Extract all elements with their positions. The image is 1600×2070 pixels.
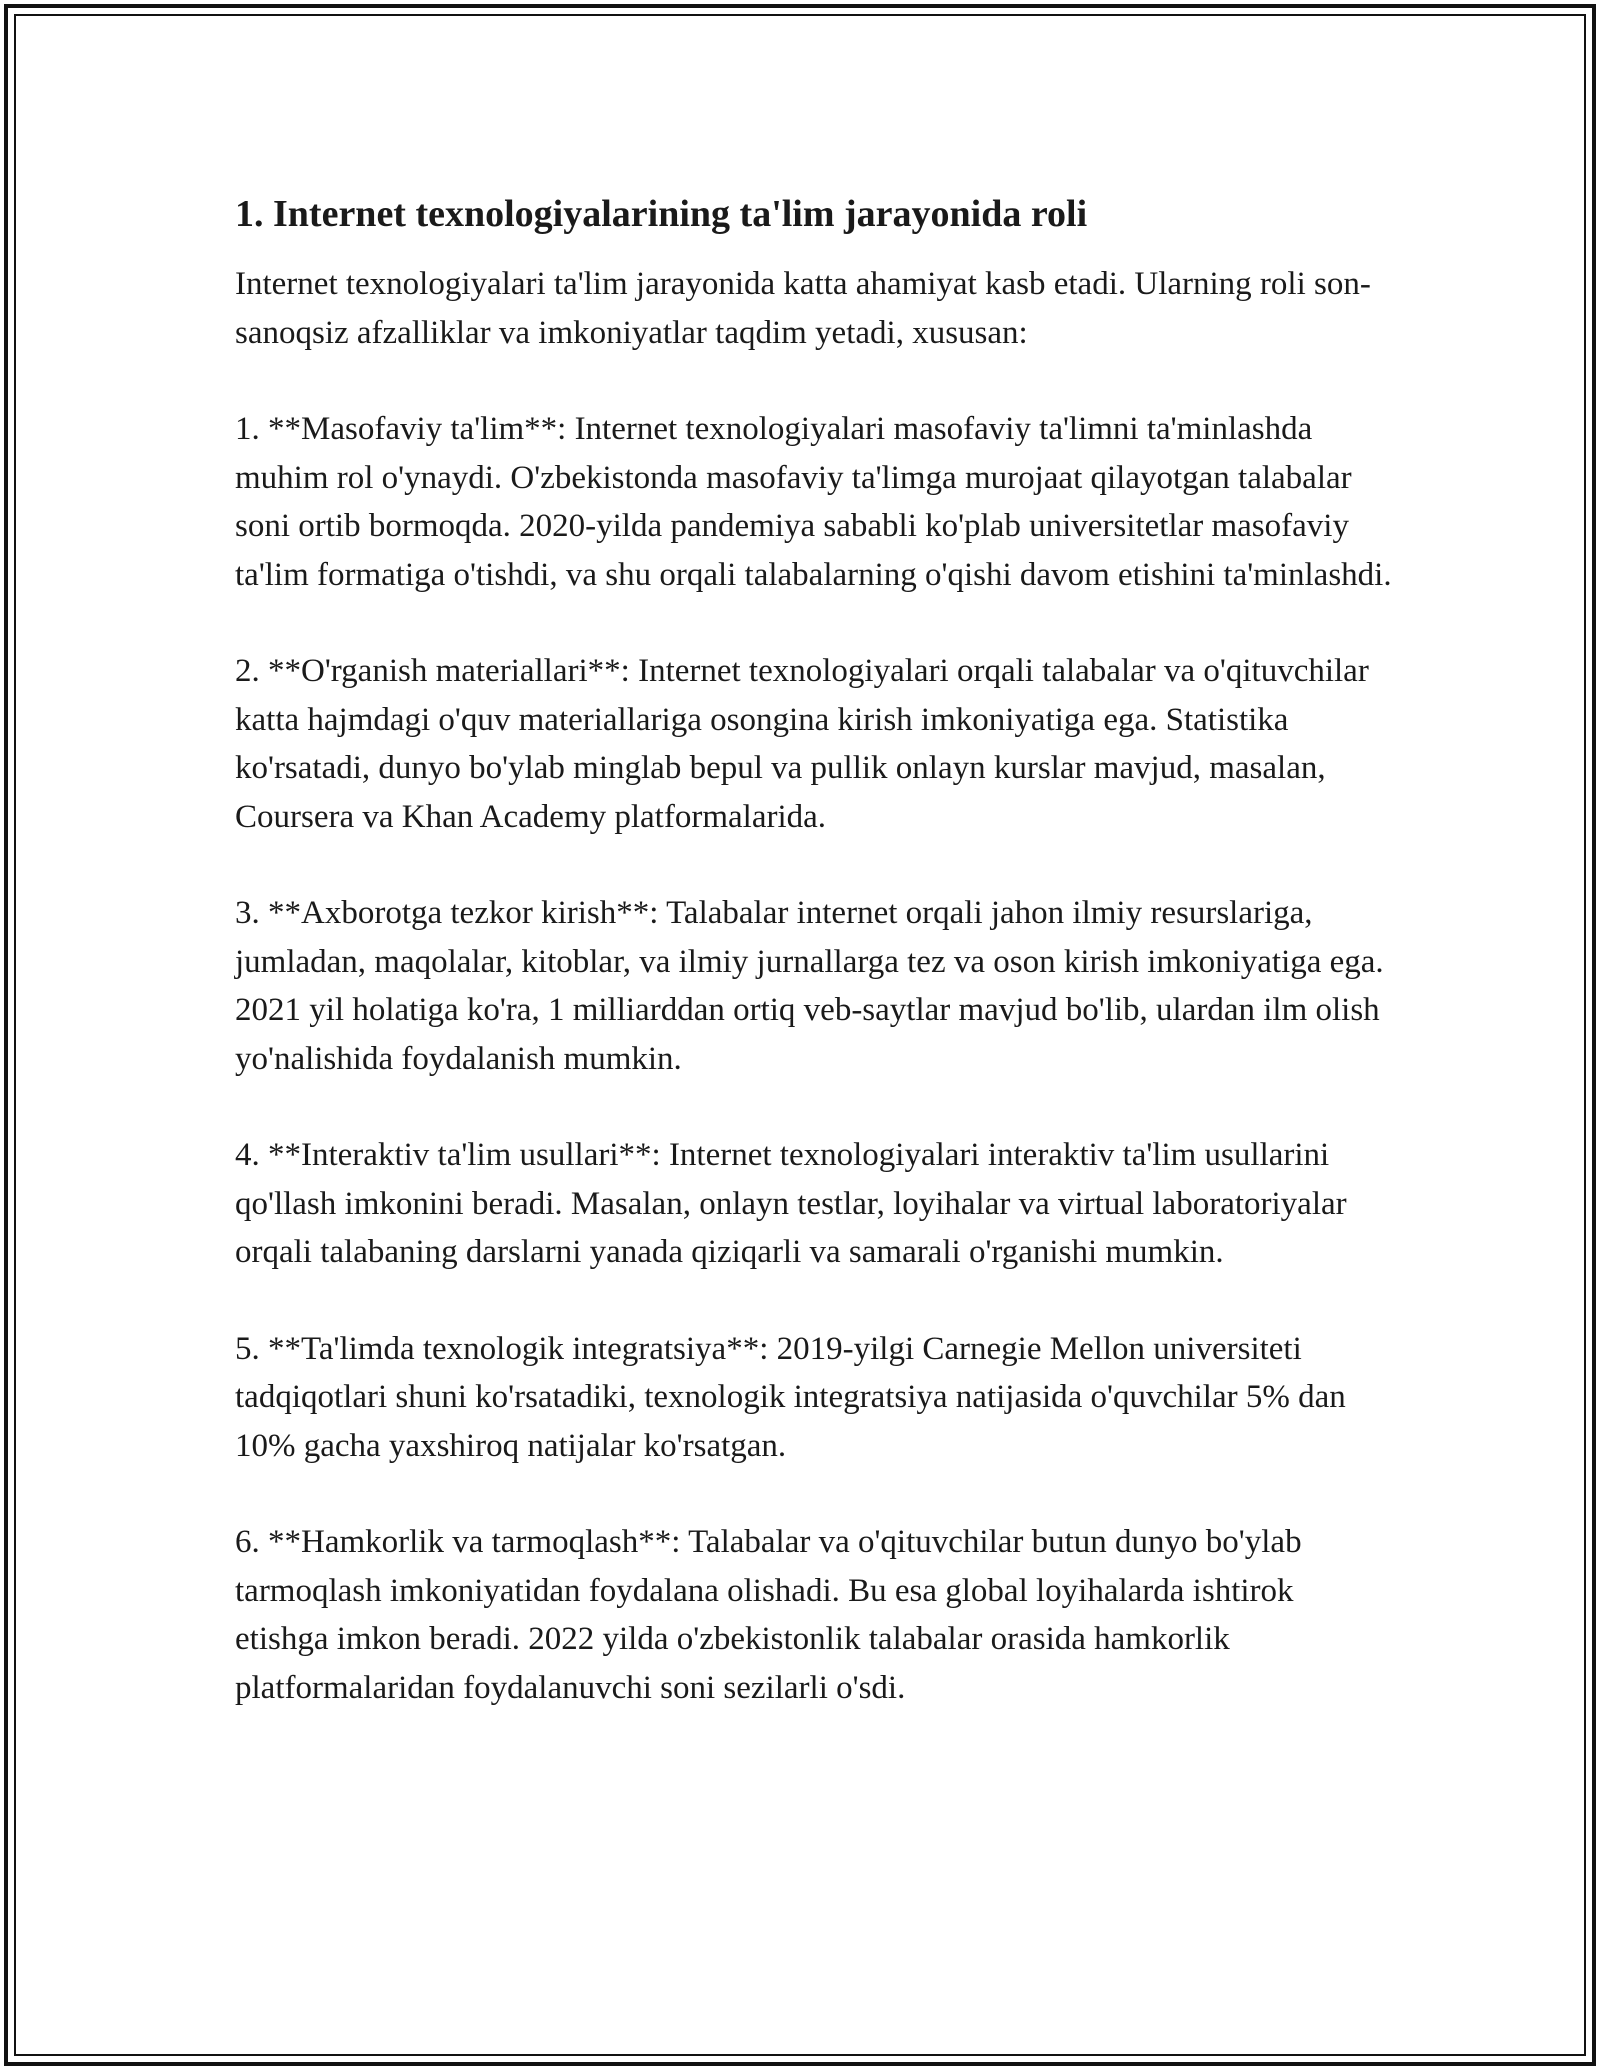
list-item: 5. **Ta'limda texnologik integratsiya**: 2019-yilgi Carnegie Mellon universiteti tadqiqotlari shuni ko'rsatadiki, texnologik integratsiya natijasida o'quvchilar 5% dan 10% gacha yaxshiroq natijalar ko'rsatgan. xyxy=(235,1330,1346,1464)
list-item: 4. **Interaktiv ta'lim usullari**: Internet texnologiyalari interaktiv ta'lim usullarini qo'llash imkonini beradi. Masalan, onlayn testlar, loyihalar va virtual laboratoriyalar orqali talabaning darslarni yanada qiziqarli va samarali o'rganishi mumkin. xyxy=(235,1137,1347,1270)
list-item: 1. **Masofaviy ta'lim**: Internet texnologiyalari masofaviy ta'limni ta'minlashda muhim rol o'ynaydi. O'zbekistonda masofaviy ta'limga murojaat qilayotgan talabalar soni ortib bormoqda. 2020-yilda pandemiya sababli ko'plab universitetlar masofaviy ta'lim formatiga o'tishdi, va shu orqali talabalarning o'qishi davom etishini ta'minlashdi. xyxy=(235,411,1392,593)
list-item: 2. **O'rganish materiallari**: Internet texnologiyalari orqali talabalar va o'qituvchilar katta hajmdagi o'quv materiallariga osongina kirish imkoniyatiga ega. Statistika ko'rsatadi, dunyo bo'ylab minglab bepul va pullik onlayn kurslar mavjud, masalan, Coursera va Khan Academy platformalarida. xyxy=(235,653,1369,835)
list-item: 3. **Axborotga tezkor kirish**: Talabalar internet orqali jahon ilmiy resurslariga, jumladan, maqolalar, kitoblar, va ilmiy jurnallarga tez va oson kirish imkoniyatiga ega. 2021 yil holatiga ko'ra, 1 milliarddan ortiq veb-saytlar mavjud bo'lib, ulardan ilm olish yo'nalishida foydalanish mumkin. xyxy=(235,895,1384,1077)
list-item: 6. **Hamkorlik va tarmoqlash**: Talabalar va o'qituvchilar butun dunyo bo'ylab tarmoqlash imkoniyatidan foydalana olishadi. Bu esa global loyihalarda ishtirok etishga imkon beradi. 2022 yilda o'zbekistonlik talabalar orasida hamkorlik platformalaridan foydalanuvchi soni sezilarli o'sdi. xyxy=(235,1524,1302,1706)
intro-paragraph: Internet texnologiyalari ta'lim jarayonida katta ahamiyat kasb etadi. Ularning roli son-sanoqsiz afzalliklar va imkoniyatlar taqdim yetadi, xususan: xyxy=(235,266,1371,351)
document-body xyxy=(235,186,1395,1760)
document-title: 1. Internet texnologiyalarining ta'lim jarayonida roli xyxy=(235,193,1088,235)
